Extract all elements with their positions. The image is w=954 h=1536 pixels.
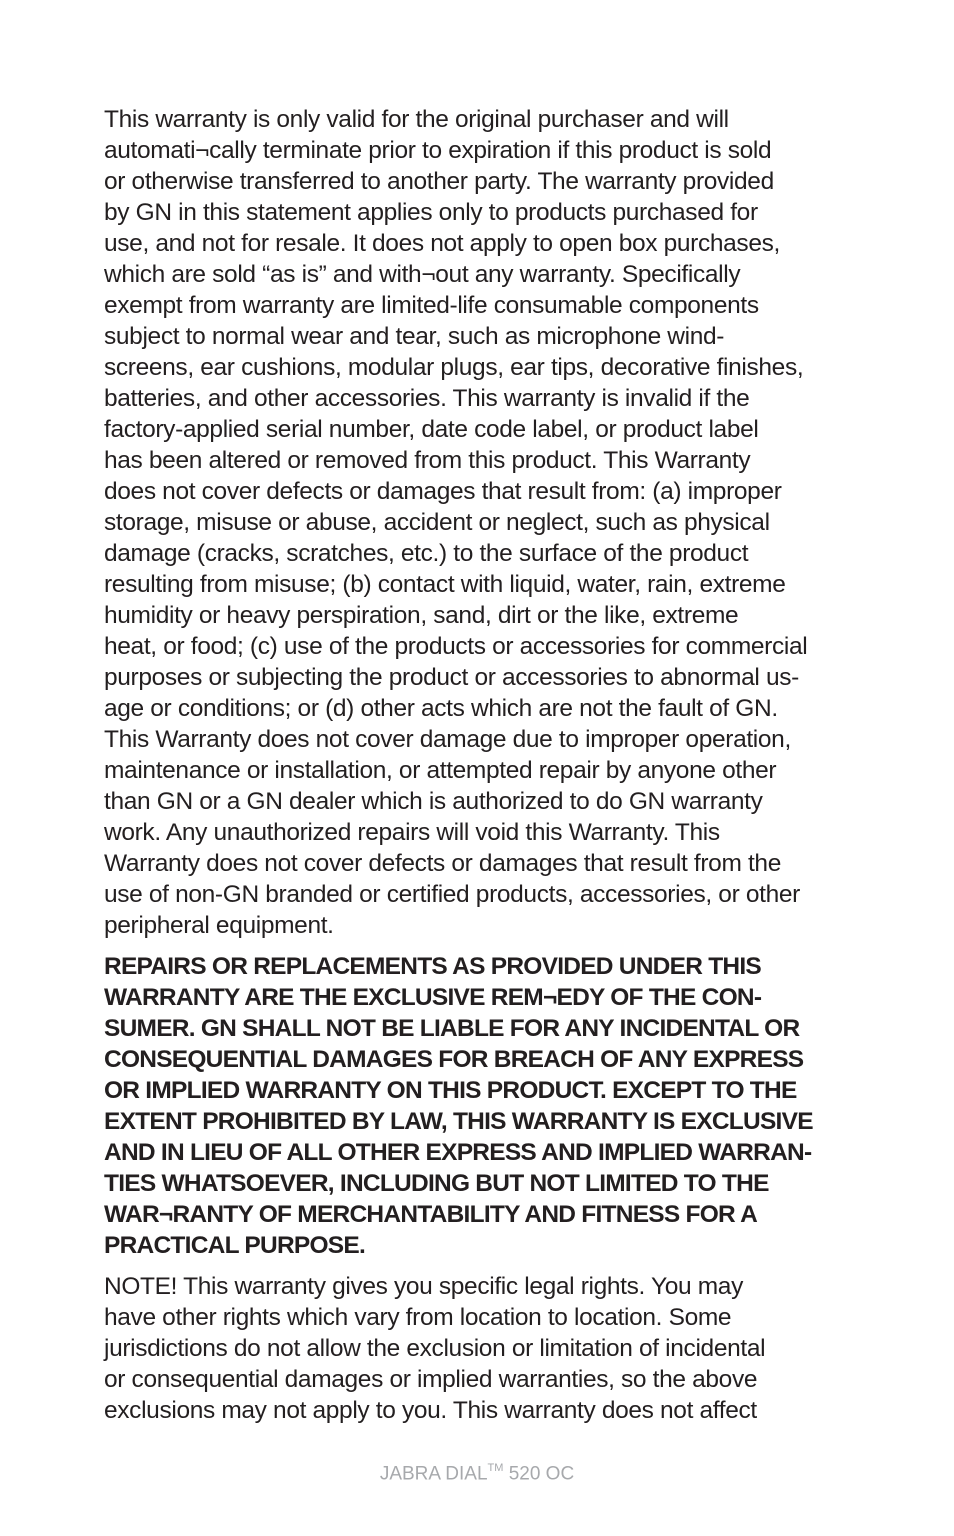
text-line: have other rights which vary from location to location. Some	[104, 1304, 732, 1331]
note-paragraph	[104, 1271, 854, 1426]
text-line: batteries, and other accessories. This warranty is invalid if the	[104, 385, 750, 412]
text-line: automati¬cally terminate prior to expiration if this product is sold	[104, 137, 772, 164]
text-line: use of non-GN branded or certified products, accessories, or other	[104, 881, 800, 908]
text-line: NOTE! This warranty gives you specific legal rights. You may	[104, 1273, 743, 1300]
footer-product-model: 520 OC	[503, 1463, 575, 1485]
text-line: humidity or heavy perspiration, sand, dirt or the like, extreme	[104, 602, 739, 629]
text-line: storage, misuse or abuse, accident or neglect, such as physical	[104, 509, 770, 536]
text-line: This warranty is only valid for the original purchaser and will	[104, 106, 729, 133]
text-line: factory-applied serial number, date code label, or product label	[104, 416, 759, 443]
text-line: PRACTICAL PURPOSE.	[104, 1232, 366, 1259]
text-line: exempt from warranty are limited-life consumable components	[104, 292, 759, 319]
text-line: screens, ear cushions, modular plugs, ear tips, decorative finishes,	[104, 354, 804, 381]
text-line: work. Any unauthorized repairs will void this Warranty. This	[104, 819, 720, 846]
text-line: peripheral equipment.	[104, 912, 334, 939]
text-line: WAR¬RANTY OF MERCHANTABILITY AND FITNESS FOR A	[104, 1201, 758, 1228]
text-line: purposes or subjecting the product or accessories to abnormal us-	[104, 664, 799, 691]
text-line: AND IN LIEU OF ALL OTHER EXPRESS AND IMPLIED WARRAN-	[104, 1139, 812, 1166]
text-line: which are sold “as is” and with¬out any warranty. Specifically	[104, 261, 741, 288]
text-line: by GN in this statement applies only to products purchased for	[104, 199, 758, 226]
text-line: than GN or a GN dealer which is authorized to do GN warranty	[104, 788, 763, 815]
text-line: resulting from misuse; (b) contact with liquid, water, rain, extreme	[104, 571, 786, 598]
exclusive-remedy-paragraph	[104, 951, 854, 1261]
text-line: EXTENT PROHIBITED BY LAW, THIS WARRANTY IS EXCLUSIVE	[104, 1108, 813, 1135]
text-line: WARRANTY ARE THE EXCLUSIVE REM¬EDY OF THE CON-	[104, 984, 762, 1011]
text-line: has been altered or removed from this product. This Warranty	[104, 447, 751, 474]
document-page	[104, 104, 854, 1426]
text-line: SUMER. GN SHALL NOT BE LIABLE FOR ANY INCIDENTAL OR	[104, 1015, 800, 1042]
text-line: does not cover defects or damages that result from: (a) improper	[104, 478, 782, 505]
text-line: or otherwise transferred to another party. The warranty provided	[104, 168, 774, 195]
text-line: exclusions may not apply to you. This warranty does not affect	[104, 1397, 757, 1424]
page-footer	[0, 1463, 954, 1485]
text-line: subject to normal wear and tear, such as microphone wind-	[104, 323, 725, 350]
text-line: CONSEQUENTIAL DAMAGES FOR BREACH OF ANY EXPRESS	[104, 1046, 804, 1073]
text-line: OR IMPLIED WARRANTY ON THIS PRODUCT. EXCEPT TO THE	[104, 1077, 797, 1104]
text-line: REPAIRS OR REPLACEMENTS AS PROVIDED UNDER THIS	[104, 953, 762, 980]
text-line: Warranty does not cover defects or damages that result from the	[104, 850, 781, 877]
warranty-scope-paragraph	[104, 104, 854, 941]
text-line: or consequential damages or implied warranties, so the above	[104, 1366, 758, 1393]
text-line: maintenance or installation, or attempted repair by anyone other	[104, 757, 777, 784]
text-line: TIES WHATSOEVER, INCLUDING BUT NOT LIMITED TO THE	[104, 1170, 769, 1197]
text-line: use, and not for resale. It does not apply to open box purchases,	[104, 230, 780, 257]
text-line: This Warranty does not cover damage due to improper operation,	[104, 726, 791, 753]
text-line: jurisdictions do not allow the exclusion or limitation of incidental	[104, 1335, 766, 1362]
footer-product-name: JABRA DIAL	[379, 1463, 488, 1485]
text-line: heat, or food; (c) use of the products or accessories for commercial	[104, 633, 808, 660]
text-line: age or conditions; or (d) other acts which are not the fault of GN.	[104, 695, 778, 722]
text-line: damage (cracks, scratches, etc.) to the surface of the product	[104, 540, 749, 567]
trademark-symbol: TM	[487, 1462, 504, 1474]
